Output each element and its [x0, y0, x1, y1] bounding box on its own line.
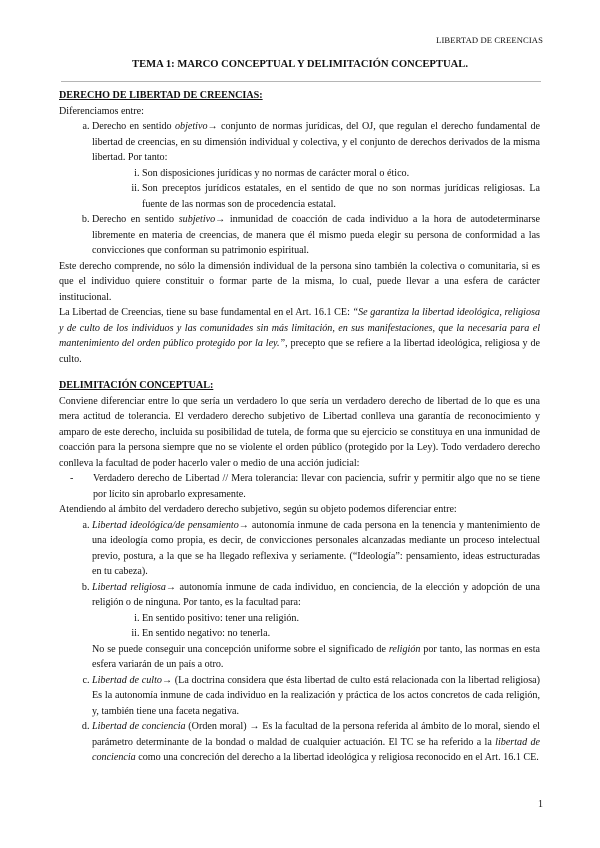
term-religion: religión [388, 643, 421, 655]
sublist-item: ii. En sentido negativo: no tenerla. [142, 626, 540, 642]
term-ideologica: Libertad ideológica/de pensamiento [92, 519, 239, 531]
list-item-religiosa: b. Libertad religiosa→ autonomía inmune de cada individuo, en conciencia, de la elección y adopción de una religión o de ninguna. Por tanto, es la facultad para: i. En sentido positivo: tener una religión. ii. En sentido negativo: no tenerla. No se puede conseguir una concepción uniforme sobre el significado de religión por tanto, las normas en esta esfera variarán de un país a otro. [92, 580, 540, 673]
list-item-ideologica: a. Libertad ideológica/de pensamiento→ autonomía inmune de cada persona en la tenencia y mantenimiento de una ideología como propia, es decir, de convicciones personales alcanzadas mediante un proceso intelectual previo, postura, a la que se ha llegado reflexiva y seriamente. (“Ideología”: pensamiento, ideas estructuradas en tu cabeza). [92, 518, 540, 580]
sublist-item: ii. Son preceptos jurídicos estatales, en el sentido de que no son normas jurídicas religiosas. La fuente de las normas son de procedencia estatal. [142, 181, 540, 212]
sublist-item: i. En sentido positivo: tener una religión. [142, 611, 540, 627]
paragraph-dimension: Este derecho comprende, no sólo la dimensión individual de la persona sino también la colectiva o comunitaria, si es que el individuo quiere constituir o formar parte de la misma, lo cual, puede llevar a una esfera de carácter institucional. [59, 260, 540, 303]
paragraph-ambito: Atendiendo al ámbito del verdadero derecho subjetivo, según su objeto podemos diferenciar entre: [59, 504, 457, 515]
religion-note: No se puede conseguir una concepción uniforme sobre el significado de religión por tanto, las normas en esta esfera variarán de un país a otro. [92, 643, 541, 670]
list-item-conciencia: d. Libertad de conciencia (Orden moral) → Es la facultad de la persona referida al ámbito de lo moral, siendo el parámetro determinante de la bondad o maldad de cualquier actuación. El TC se ha referido a la libertad de conciencia como una concreción del derecho a la libertad ideológica y religiosa reconocido en el Art. 16.1 CE. [92, 719, 540, 766]
term-religiosa: Libertad religiosa [92, 581, 166, 593]
section-heading-delimitacion: DELIMITACIÓN CONCEPTUAL: [59, 380, 214, 391]
list-item-objetivo: a. Derecho en sentido objetivo→ conjunto de normas jurídicas, del OJ, que regulan el derecho fundamental de libertad de creencias, en su dimensión individual y colectiva, y el conjunto de derechos derivados de la misma libertad. Por tanto: i. Son disposiciones jurídicas y no normas de carácter moral o ético. ii. Son preceptos jurídicos estatales, en el sentido de que no son normas jurídicas religiosas. La fuente de las normas son de procedencia estatal. [92, 119, 540, 212]
term-culto: Libertad de culto [92, 674, 162, 686]
sublist-item: i. Son disposiciones jurídicas y no normas de carácter moral o ético. [142, 166, 540, 182]
paragraph-art-16: La Libertad de Creencias, tiene su base fundamental en el Art. 16.1 CE: “Se garantiza la libertad ideológica, religiosa y de culto de los individuos y las comunidades sin más limitación, en sus manifestaciones, que la necesaria para el mantenimiento del orden público protegido por la ley.”, precepto que se refiere a la libertad ideológica, religiosa y de culto. [59, 307, 541, 365]
sublist-religiosa [92, 611, 540, 642]
section-heading-derecho: DERECHO DE LIBERTAD DE CREENCIAS: [59, 90, 263, 101]
list-item-subjetivo: b. Derecho en sentido subjetivo→ inmunidad de coacción de cada individuo a la hora de autodeterminarse libremente en materia de creencias, de manera que él mismo pueda elegir su persona de conformidad a las convicciones que conforman su patrimonio espiritual. [92, 212, 540, 259]
list-item-culto: c. Libertad de culto→ (La doctrina considera que ésta libertad de culto está relacionada con la libertad religiosa) Es la autonomía inmune de cada individuo en la realización y práctica de los actos concretos de cada religión, y, también tiene una faceta negativa. [92, 673, 540, 720]
term-conciencia: Libertad de conciencia [92, 721, 186, 732]
dash-list [59, 471, 540, 502]
list-libertades [59, 518, 540, 766]
dash-item: - Verdadero derecho de Libertad // Mera tolerancia: llevar con paciencia, sufrir y permitir algo que no se tiene por lícito sin aprobarlo expresamente. [93, 471, 540, 502]
term-conciencia-2: libertad de conciencia [92, 736, 540, 763]
page-number: 1 [538, 799, 543, 810]
paragraph-tolerancia: Conviene diferenciar entre lo que sería un verdadero lo que sería un verdadero derecho de libertad de lo que es una mera actitud de tolerancia. El verdadero derecho subjetivo de Libertad conlleva una garantía de reconocimiento y amparo de este derecho, incluida su posibilidad de tutela, de forma que su ejercicio se constituya en una inmunidad de coacción para la persona siempre que no se violente el orden público (protegido por la Ley). Todo verdadero derecho conlleva la facultad de poder hacerlo valer o medio de una acción judicial: [59, 395, 540, 469]
list-sentidos [59, 119, 540, 259]
term-objetivo: objetivo [174, 121, 208, 132]
document-title: TEMA 1: MARCO CONCEPTUAL Y DELIMITACIÓN CONCEPTUAL. [132, 59, 468, 70]
running-header: LIBERTAD DE CREENCIAS [436, 35, 543, 45]
constitution-quote: “Se garantiza la libertad ideológica, religiosa y de culto de los individuos y las comunidades sin más limitación, en sus manifestaciones, que la necesaria para el mantenimiento del orden público protegido por la ley.” [59, 307, 540, 349]
document-body [59, 88, 540, 766]
title-divider [61, 81, 541, 82]
section-intro: Diferenciamos entre: [59, 105, 144, 117]
term-subjetivo: subjetivo [178, 214, 216, 225]
sublist-objetivo [92, 166, 540, 213]
